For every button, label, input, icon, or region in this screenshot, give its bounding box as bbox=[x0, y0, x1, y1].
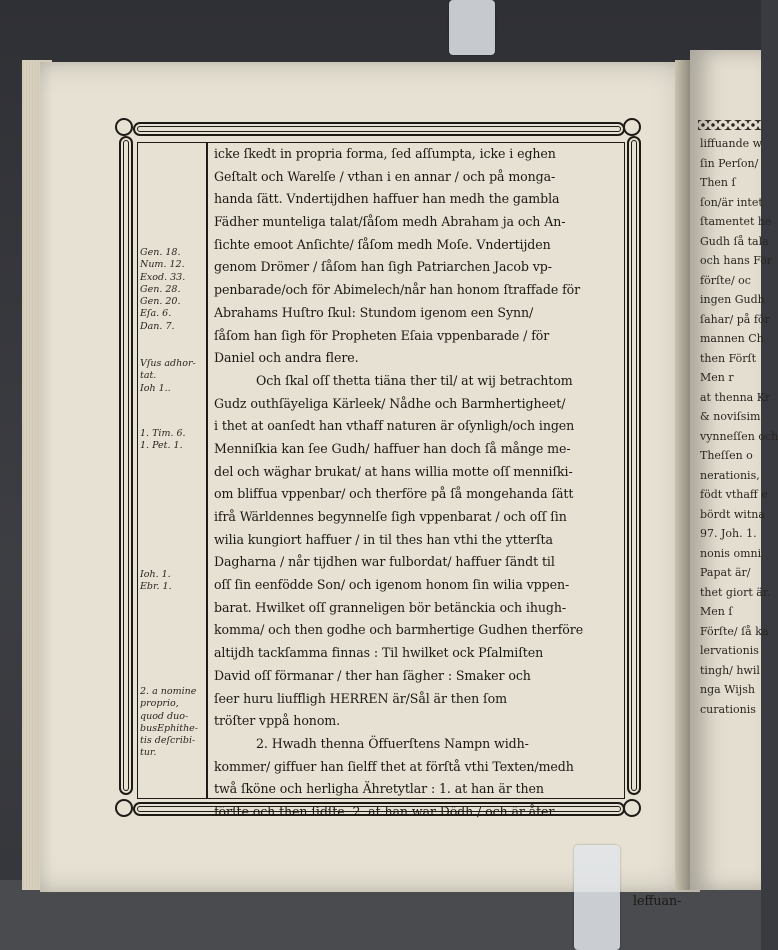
text-line: ſåſom han ſigh för Propheten Eſaia vppenbarade / för bbox=[214, 327, 550, 343]
text-block bbox=[137, 142, 625, 819]
facing-page-line: Gudh ſå tala bbox=[700, 234, 769, 248]
margin-note-line: Num. 12. bbox=[140, 259, 185, 271]
facing-page-line: födt vthaff e bbox=[700, 488, 768, 501]
text-line: förſte och then ſidſte. 2. at han war Dödh / och är åter bbox=[214, 803, 555, 819]
margin-note bbox=[140, 358, 196, 395]
frame-border-left bbox=[119, 136, 133, 795]
margin-notes bbox=[138, 143, 204, 798]
facing-page-text bbox=[690, 134, 778, 719]
frame-corner-ornament bbox=[115, 799, 133, 817]
facing-page-line: Men ſ bbox=[700, 605, 733, 618]
facing-page-line: Men r bbox=[700, 371, 734, 384]
facing-page-line: mannen Ch bbox=[700, 332, 764, 345]
frame-border-top bbox=[133, 122, 625, 136]
margin-note-line: tis deſcribi- bbox=[140, 735, 196, 747]
facing-page-line: ſin Perſon/ bbox=[700, 156, 759, 170]
margin-note-line: quod duo- bbox=[140, 710, 189, 722]
facing-page-line: tingh/ hwil bbox=[700, 663, 760, 677]
text-line: penbarade/och för Abimelech/når han honom ſtraffade för bbox=[214, 282, 581, 298]
text-line: Daniel och andra flere. bbox=[214, 350, 359, 366]
facing-page-border bbox=[698, 120, 761, 130]
margin-note-line: tur. bbox=[140, 747, 157, 759]
facing-page-line: Papat är/ bbox=[700, 566, 751, 579]
facing-page bbox=[690, 50, 778, 890]
text-line: ifrå Wärldennes begynnelſe ſigh vppenbarat / och oſſ ſin bbox=[214, 509, 567, 524]
margin-note-line: Ioh 1.. bbox=[140, 382, 171, 394]
margin-note-line: Exod. 33. bbox=[140, 271, 186, 283]
text-line: Dagharna / når tijdhen war fulbordat/ haffuer ſändt til bbox=[214, 554, 555, 570]
book-clip-bottom bbox=[574, 845, 620, 950]
frame-corner-ornament bbox=[623, 118, 641, 136]
text-line: tröſter vppå honom. bbox=[214, 713, 341, 729]
text-line: icke ſkedt in propria forma, ſed aſſumpta, icke i eghen bbox=[214, 146, 556, 161]
margin-note-line: Eſa. 6. bbox=[140, 308, 172, 320]
margin-note bbox=[140, 686, 198, 760]
text-line: 2. Hwadh thenna Öffuerſtens Nampn widh- bbox=[256, 735, 529, 751]
text-line: David oſſ förmanar / ther han ſägher : Smaker och bbox=[214, 667, 531, 683]
facing-page-line: ſahar/ på för bbox=[700, 312, 770, 326]
margin-note-line: Dan. 7. bbox=[140, 320, 175, 332]
margin-note-line: Gen. 20. bbox=[140, 296, 181, 308]
text-line: twå ſköne och herligha Ähretytlar : 1. at han är then bbox=[214, 781, 544, 797]
text-line: i thet at oanſedt han vthaff naturen är oſynligh/och ingen bbox=[214, 418, 575, 434]
facing-page-line: Förſte/ ſå ka bbox=[700, 624, 769, 638]
margin-note-line: busEphithe- bbox=[140, 722, 199, 734]
text-line: komma/ och then godhe och barmhertige Gudhen therföre bbox=[214, 622, 584, 638]
facing-page-line: ſon/är intet bbox=[700, 195, 763, 209]
facing-page-line: lervationis bbox=[700, 644, 759, 657]
text-line: Gudz outhſäyeliga Kärleek/ Nådhe och Barmhertigheet/ bbox=[214, 395, 566, 411]
frame-border-right bbox=[627, 136, 641, 795]
margin-note bbox=[140, 247, 185, 333]
facing-page-line: nerationis, bbox=[700, 468, 760, 482]
text-line: Och ſkal oſſ thetta tiäna ther til/ at wij betrachtom bbox=[256, 372, 573, 388]
text-line: ſichte emoot Anſichte/ ſåſom medh Moſe. Vndertijden bbox=[214, 236, 551, 252]
margin-note-line: Ebr. 1. bbox=[140, 581, 172, 593]
facing-page-line: then Förſt bbox=[700, 351, 756, 365]
margin-divider bbox=[206, 143, 208, 798]
facing-page-line: ingen Gudh bbox=[700, 293, 765, 306]
body-text bbox=[214, 143, 624, 824]
facing-page-line: & noviſsim bbox=[700, 410, 761, 423]
margin-note-line: 1. Tim. 6. bbox=[140, 428, 186, 439]
book-clip-top bbox=[449, 0, 495, 55]
margin-note-line: Vſus adhor- bbox=[140, 358, 196, 369]
margin-note-line: proprio, bbox=[140, 698, 179, 710]
text-line: Geſtalt och Warelſe / vthan i en annar / och på monga- bbox=[214, 168, 556, 184]
facing-page-line: 97. Joh. 1. bbox=[700, 527, 757, 540]
margin-note-line: Gen. 28. bbox=[140, 283, 181, 295]
facing-page-line: vynneſſen och bbox=[700, 429, 778, 443]
margin-note-line: 1. Pet. 1. bbox=[140, 440, 183, 452]
facing-page-line: Then ſ bbox=[700, 176, 736, 189]
facing-page-line: nga Wijsh bbox=[700, 683, 755, 696]
text-line: altijdh tackſamma finnas : Til hwilket ock Pſalmiſten bbox=[214, 645, 544, 661]
facing-page-line: liffuande w bbox=[700, 137, 763, 150]
facing-page-line: nonis omni bbox=[700, 546, 762, 560]
text-line: Fädher munteliga talat/ſåſom medh Abraham ja och An- bbox=[214, 214, 566, 230]
text-line: wilia kungiort haffuer / in til thes han vthi the ytterſta bbox=[214, 531, 553, 547]
text-line: Menniſkia kan ſee Gudh/ haffuer han doch ſå månge me- bbox=[214, 440, 571, 456]
text-line: kommer/ giffuer han ſielff thet at förſtå vthi Texten/medh bbox=[214, 758, 574, 774]
catchword: leffuan- bbox=[633, 893, 682, 908]
text-line: oſſ ſin eenfödde Son/ och igenom honom ſin wilia vppen- bbox=[214, 577, 570, 593]
text-line: barat. Hwilket oſſ granneligen bör betänckia och ihugh- bbox=[214, 599, 567, 615]
margin-note-line: Gen. 18. bbox=[140, 247, 181, 258]
frame-corner-ornament bbox=[115, 118, 133, 136]
margin-note-line: 2. a nomine bbox=[140, 686, 197, 697]
text-line: om bliffua vppenbar/ och therföre på ſå mongehanda ſätt bbox=[214, 486, 574, 502]
text-line: ſeer huru liuffligh HERREN är/Sål är then ſom bbox=[214, 690, 507, 706]
margin-note bbox=[140, 428, 186, 453]
margin-note-line: tat. bbox=[140, 370, 157, 382]
margin-note-line: Ioh. 1. bbox=[140, 569, 171, 580]
facing-page-line: at thenna Kr bbox=[700, 390, 771, 404]
frame-corner-ornament bbox=[623, 799, 641, 817]
facing-page-line: förſte/ oc bbox=[700, 273, 751, 287]
margin-note bbox=[140, 569, 172, 594]
facing-page-line: curationis bbox=[700, 702, 756, 716]
text-line: genom Drömer / ſåſom han ſigh Patriarchen Jacob vp- bbox=[214, 259, 552, 275]
facing-page-line: och hans För bbox=[700, 254, 773, 267]
facing-page-line: ſtamentet he bbox=[700, 215, 772, 228]
text-line: handa ſätt. Vndertijdhen haffuer han medh the gambla bbox=[214, 191, 560, 207]
text-line: Abrahams Huſtro ſkul: Stundom igenom een Synn/ bbox=[214, 304, 534, 320]
facing-page-line: thet giort är. bbox=[700, 585, 771, 599]
ornamental-frame bbox=[115, 118, 682, 908]
facing-page-line: bördt witna bbox=[700, 507, 765, 521]
facing-page-line: Theſſen o bbox=[700, 449, 753, 462]
text-line: del och wäghar brukat/ at hans willia motte oſſ menniſki- bbox=[214, 463, 573, 479]
